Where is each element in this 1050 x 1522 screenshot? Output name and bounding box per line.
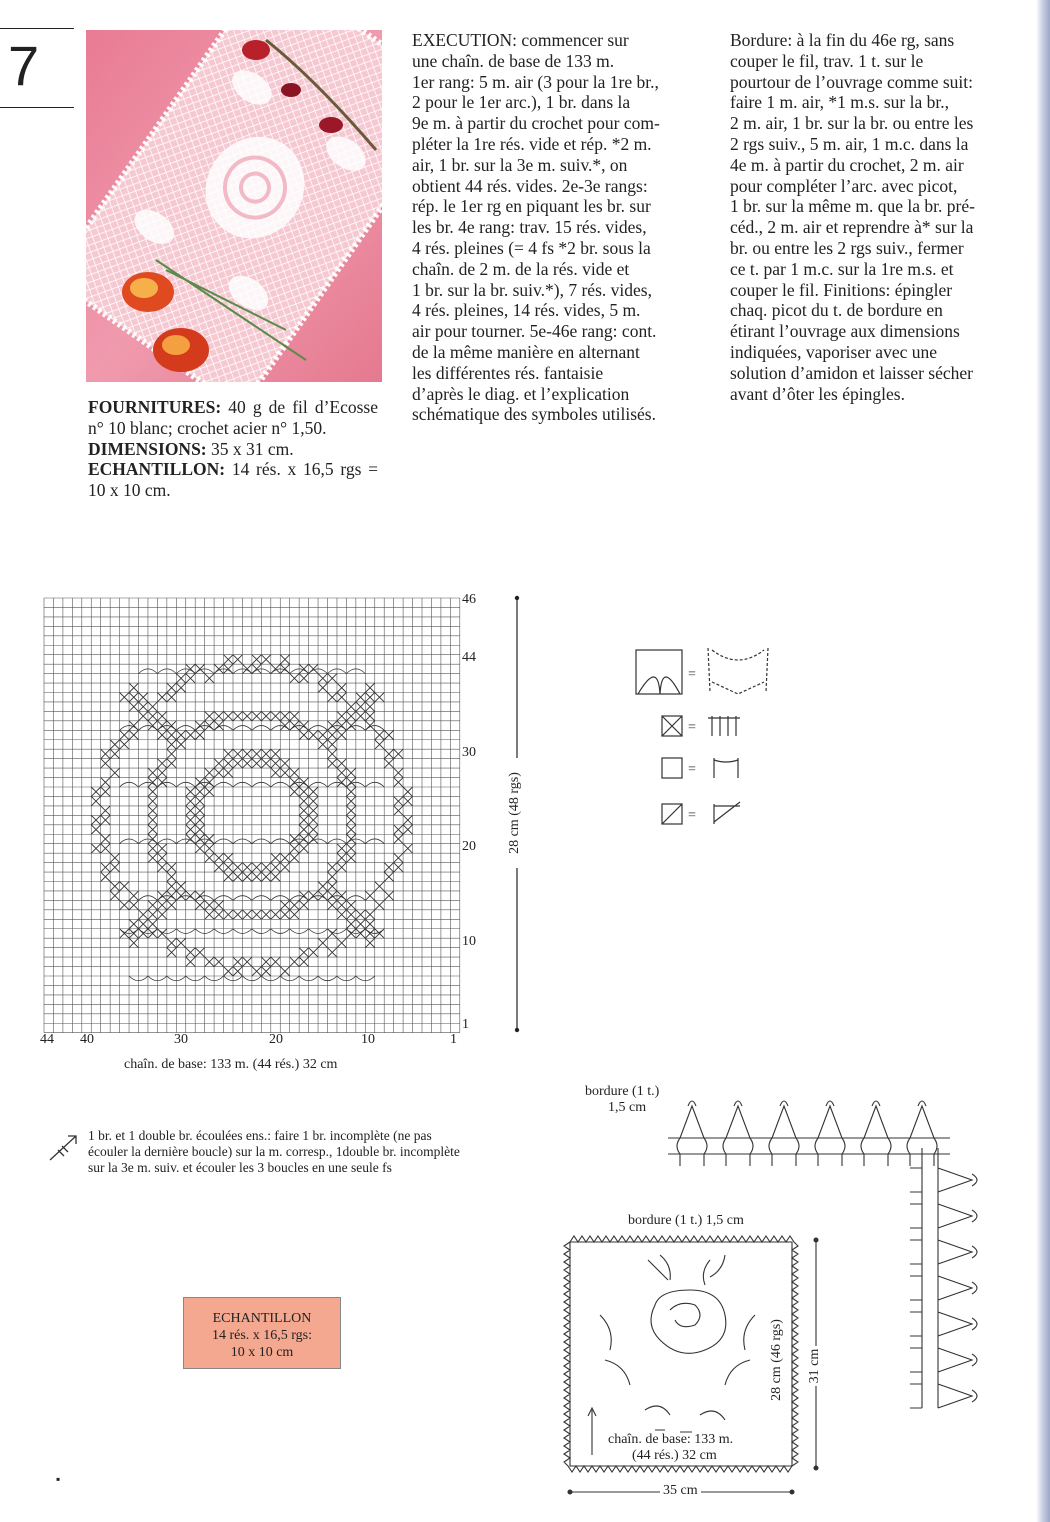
doily-photo: [86, 30, 382, 382]
schematic-base-line1: chaîn. de base: 133 m.: [608, 1432, 734, 1447]
execution-block: [412, 30, 702, 425]
execution-line: EXECUTION: commencer sur: [412, 30, 629, 50]
header-rule-top: [0, 28, 74, 29]
execution-line: air pour tourner. 5e-46e rang: cont.: [412, 321, 657, 342]
execution-line: rép. le 1er rg en piquant les br. sur: [412, 196, 651, 217]
schematic-outer-height: 31 cm: [807, 1346, 823, 1386]
border-diagram-label2: 1,5 cm: [608, 1100, 647, 1115]
execution-line: d’après le diag. et l’explication: [412, 383, 630, 404]
col-label-20: 20: [269, 1032, 283, 1047]
svg-text:=: =: [688, 720, 696, 735]
dimensions-text: 35 x 31 cm.: [211, 438, 294, 459]
execution-line: 1 br. sur la br. suiv.*), 7 rés. vides,: [412, 279, 652, 300]
bordure-block: [730, 30, 1020, 404]
execution-line: obtient 44 rés. vides. 2e-3e rangs:: [412, 175, 648, 196]
bordure-line: indiquées, vaporiser avec une: [730, 341, 938, 362]
rose-motif: [600, 1255, 755, 1432]
execution-line: air, 1 br. sur la 3e m. suiv.*, on: [412, 154, 628, 175]
execution-line: schématique des symboles utilisés.: [412, 404, 656, 425]
svg-text:=: =: [688, 808, 696, 823]
execution-line: 2 pour le 1er arc.), 1 br. dans la: [412, 92, 631, 113]
bordure-line: 2 rgs suiv., 5 m. air, 1 m.c. dans la: [730, 133, 969, 154]
execution-line: les différentes rés. fantaisie: [412, 362, 604, 383]
execution-line: les br. 4e rang: trav. 15 rés. vides,: [412, 217, 647, 238]
bordure-line: céd., 2 m. air et reprendre à* sur la: [730, 217, 974, 238]
col-label-1: 1: [450, 1032, 457, 1047]
execution-line: chaîn. de 2 m. de la rés. vide et: [412, 258, 630, 279]
bordure-line: Bordure: à la fin du 46e rg, sans: [730, 30, 955, 50]
height-label: 28 cm (48 rgs): [507, 758, 523, 868]
fournitures-text: 40 g de fil d’Ecosse n° 10 blanc; crochet acier n° 1,50.: [88, 397, 378, 438]
schematic-inner-height: 28 cm (46 rgs): [769, 1319, 784, 1401]
filet-chart: [0, 580, 540, 1050]
svg-text:=: =: [688, 762, 696, 777]
page-number: 7: [8, 34, 40, 97]
execution-line: 9e m. à partir du crochet pour com-: [412, 113, 660, 134]
echantillon-label: ECHANTILLON:: [88, 459, 226, 480]
row-label-10: 10: [462, 934, 476, 949]
echantillon-text: 14 rés. x 16,5 rgs = 10 x 10 cm.: [88, 459, 378, 501]
col-label-40: 40: [80, 1032, 94, 1047]
row-label-1: 1: [462, 1017, 469, 1032]
execution-line: 4 rés. pleines (= 4 fs *2 br. sous la: [412, 237, 651, 258]
symbol-legend: [630, 640, 780, 840]
col-label-10: 10: [361, 1032, 375, 1047]
echantillon-box: [183, 1297, 341, 1369]
bordure-line: br. ou entre les 2 rgs suiv., fermer: [730, 237, 964, 258]
row-label-30: 30: [462, 745, 476, 760]
row-label-20: 20: [462, 839, 476, 854]
col-label-30: 30: [174, 1032, 188, 1047]
schematic-base-line2: (44 rés.) 32 cm: [632, 1448, 717, 1463]
decrease-stitch-icon: [46, 1132, 82, 1162]
bordure-line: chaq. picot du t. de bordure en: [730, 300, 943, 321]
bordure-line: faire 1 m. air, *1 m.s. sur la br.,: [730, 92, 949, 113]
page-binding-edge: [1036, 0, 1050, 1522]
bordure-line: 2 m. air, 1 br. sur la br. ou entre les: [730, 113, 974, 134]
echantillon-box-line1: ECHANTILLON: [212, 1311, 312, 1326]
col-label-44: 44: [40, 1032, 54, 1047]
bordure-line: 1 br. sur la même m. que la br. pré-: [730, 196, 975, 217]
bordure-line: pourtour de l’ouvrage comme suit:: [730, 71, 973, 92]
bordure-line: ce t. par 1 m.c. sur la 1re m.s. et: [730, 258, 954, 279]
schematic-width-label: 35 cm: [660, 1483, 701, 1499]
bordure-line: avant d’ôter les épingles.: [730, 383, 905, 404]
echantillon-box-line3: 10 x 10 cm: [230, 1345, 294, 1360]
execution-line: 4 rés. pleines, 14 rés. vides, 5 m.: [412, 300, 641, 321]
base-chain-label: chaîn. de base: 133 m. (44 rés.) 32 cm: [124, 1057, 338, 1072]
chart-grid: [44, 598, 460, 1033]
bordure-line: couper le fil, trav. 1 t. sur le: [730, 50, 924, 71]
crochet-doily-with-roses-photo: [86, 30, 382, 382]
bordure-line: étirant l’ouvrage aux dimensions: [730, 321, 960, 342]
header-rule-bottom: [0, 107, 74, 108]
bordure-line: pour compléter l’arc. avec picot,: [730, 175, 958, 196]
svg-text:=: =: [688, 667, 696, 682]
height-arrow-top: [515, 596, 519, 600]
symbol-note: 1 br. et 1 double br. écoulées ens.: faire 1 br. incomplète (ne pas écouler la dernière boucle) sur la m. corresp., 1double br. incomplète sur la 3e m. suiv. et écouler les 3 boucles en une seule fs: [88, 1128, 460, 1175]
dimensions-label: DIMENSIONS:: [88, 438, 207, 459]
row-label-44: 44: [462, 650, 476, 665]
height-arrow-bottom: [515, 1028, 519, 1032]
bordure-line: solution d’amidon et laisser sécher: [730, 362, 973, 383]
row-label-46: 46: [462, 592, 476, 607]
materials-block: [88, 397, 378, 501]
bordure-line: couper le fil. Finitions: épingler: [730, 279, 953, 300]
execution-line: pléter la 1re rés. vide et rép. *2 m.: [412, 133, 652, 154]
execution-line: de la même manière en alternant: [412, 341, 640, 362]
empty-cell-symbol-icon: [662, 758, 682, 778]
execution-line: 1er rang: 5 m. air (3 pour la 1re br.,: [412, 71, 659, 92]
fournitures-label: FOURNITURES:: [88, 397, 222, 417]
small-mark: ▪: [56, 1472, 61, 1486]
border-diagram-label1: bordure (1 t.): [585, 1084, 660, 1099]
bordure-line: 4e m. à partir du crochet, 2 m. air: [730, 154, 964, 175]
echantillon-box-line2: 14 rés. x 16,5 rgs:: [211, 1328, 313, 1343]
execution-line: une chaîn. de base de 133 m.: [412, 50, 615, 71]
schematic-top-label: bordure (1 t.) 1,5 cm: [628, 1213, 744, 1228]
